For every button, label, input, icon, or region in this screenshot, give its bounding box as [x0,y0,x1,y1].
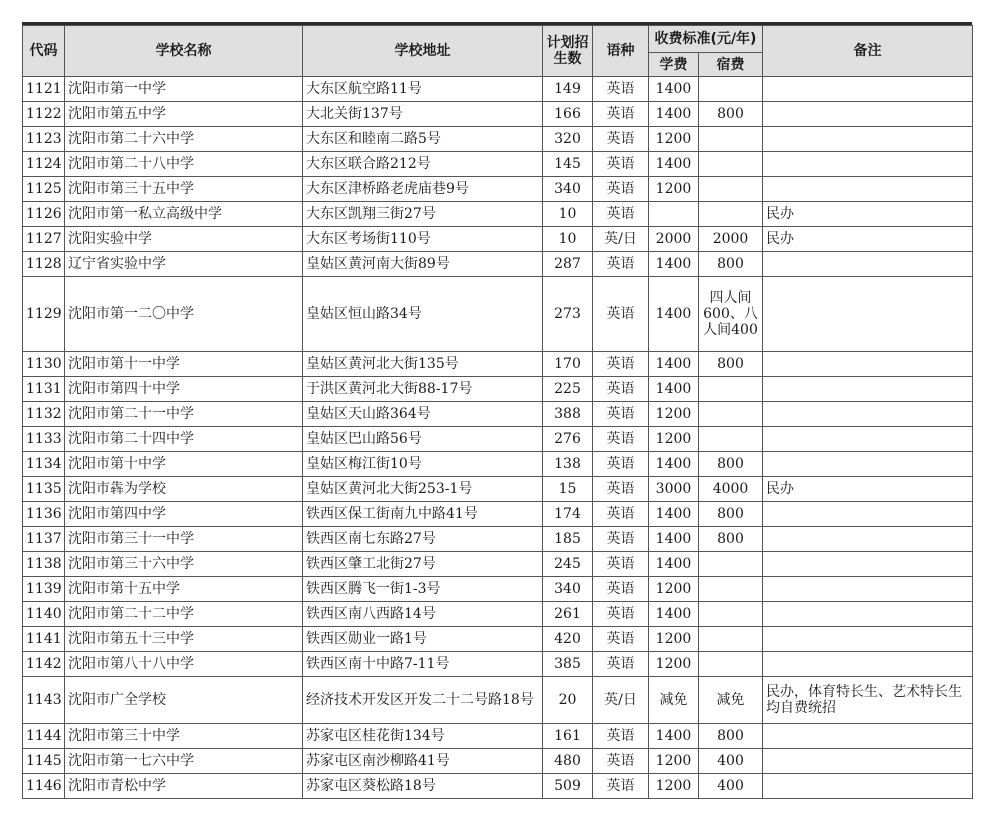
table-row [23,427,973,452]
cell-code: 1143 [23,677,65,724]
header-plan: 计划招生数 [543,26,593,77]
cell-school-name: 沈阳市第一七六中学 [65,749,303,774]
cell-language: 英语 [593,127,649,152]
cell-note [763,377,973,402]
cell-language: 英语 [593,377,649,402]
cell-address: 铁西区南十中路7-11号 [303,652,543,677]
cell-dorm: 减免 [699,677,763,724]
cell-plan: 287 [543,252,593,277]
cell-note [763,502,973,527]
cell-school-name: 沈阳市第二十四中学 [65,427,303,452]
cell-code: 1141 [23,627,65,652]
cell-address: 皇姑区天山路364号 [303,402,543,427]
cell-note [763,452,973,477]
table-row [23,127,973,152]
cell-language: 英语 [593,602,649,627]
cell-dorm: 400 [699,774,763,799]
cell-language: 英语 [593,774,649,799]
cell-note [763,127,973,152]
cell-tuition: 1200 [649,774,699,799]
cell-address: 铁西区南八西路14号 [303,602,543,627]
cell-address: 苏家屯区南沙柳路41号 [303,749,543,774]
cell-school-name: 沈阳市青松中学 [65,774,303,799]
cell-note [763,527,973,552]
cell-dorm: 2000 [699,227,763,252]
cell-code: 1142 [23,652,65,677]
cell-plan: 174 [543,502,593,527]
cell-note: 民办 [763,227,973,252]
table-row [23,277,973,352]
cell-language: 英语 [593,452,649,477]
cell-code: 1137 [23,527,65,552]
cell-tuition: 1200 [649,402,699,427]
cell-school-name: 沈阳市第五中学 [65,102,303,127]
header-name: 学校名称 [65,26,303,77]
table-row [23,502,973,527]
cell-language: 英语 [593,552,649,577]
cell-address: 大东区津桥路老虎庙巷9号 [303,177,543,202]
cell-language: 英语 [593,77,649,102]
cell-plan: 276 [543,427,593,452]
table-row [23,602,973,627]
table-row [23,252,973,277]
cell-school-name: 沈阳市第十一中学 [65,352,303,377]
table-row [23,677,973,724]
cell-tuition: 1400 [649,602,699,627]
table-row [23,527,973,552]
cell-language: 英语 [593,477,649,502]
cell-school-name: 沈阳市第三十一中学 [65,527,303,552]
cell-note [763,627,973,652]
cell-tuition: 1400 [649,552,699,577]
cell-plan: 10 [543,227,593,252]
cell-school-name: 沈阳市第四中学 [65,502,303,527]
cell-note [763,652,973,677]
table-row [23,477,973,502]
header-language: 语种 [593,26,649,77]
table-row [23,402,973,427]
cell-code: 1122 [23,102,65,127]
cell-dorm [699,577,763,602]
cell-code: 1144 [23,724,65,749]
cell-language: 英语 [593,427,649,452]
cell-note [763,77,973,102]
cell-address: 大北关街137号 [303,102,543,127]
table-row [23,724,973,749]
cell-address: 皇姑区黄河北大街135号 [303,352,543,377]
cell-note [763,252,973,277]
cell-code: 1129 [23,277,65,352]
cell-note: 民办 [763,202,973,227]
cell-address: 铁西区腾飞一街1-3号 [303,577,543,602]
table-row [23,177,973,202]
cell-tuition: 1400 [649,77,699,102]
cell-tuition: 1400 [649,252,699,277]
cell-code: 1139 [23,577,65,602]
cell-school-name: 沈阳市第一二〇中学 [65,277,303,352]
cell-dorm [699,377,763,402]
cell-code: 1124 [23,152,65,177]
header-fee-group: 收费标准(元/年) [649,26,763,53]
cell-dorm: 800 [699,502,763,527]
cell-code: 1126 [23,202,65,227]
cell-school-name: 辽宁省实验中学 [65,252,303,277]
cell-code: 1134 [23,452,65,477]
header-note: 备注 [763,26,973,77]
cell-tuition: 1400 [649,502,699,527]
table-row [23,202,973,227]
cell-code: 1125 [23,177,65,202]
cell-language: 英语 [593,749,649,774]
cell-plan: 170 [543,352,593,377]
cell-dorm [699,177,763,202]
cell-dorm [699,402,763,427]
cell-plan: 15 [543,477,593,502]
cell-note [763,774,973,799]
table-body [23,77,973,799]
cell-language: 英语 [593,724,649,749]
cell-school-name: 沈阳市第三十六中学 [65,552,303,577]
cell-plan: 261 [543,602,593,627]
cell-address: 大东区凯翔三街27号 [303,202,543,227]
cell-school-name: 沈阳市第二十六中学 [65,127,303,152]
cell-tuition: 1400 [649,102,699,127]
cell-address: 铁西区保工街南九中路41号 [303,502,543,527]
cell-address: 皇姑区巴山路56号 [303,427,543,452]
header-code: 代码 [23,26,65,77]
cell-language: 英/日 [593,227,649,252]
cell-note [763,602,973,627]
header-address: 学校地址 [303,26,543,77]
cell-plan: 145 [543,152,593,177]
cell-school-name: 沈阳市第十中学 [65,452,303,477]
table-row [23,102,973,127]
cell-plan: 20 [543,677,593,724]
cell-language: 英语 [593,252,649,277]
cell-address: 于洪区黄河北大街88-17号 [303,377,543,402]
header-dorm: 宿费 [699,53,763,77]
cell-code: 1146 [23,774,65,799]
cell-address: 皇姑区梅江街10号 [303,452,543,477]
cell-note [763,749,973,774]
admissions-table [22,25,973,799]
cell-plan: 138 [543,452,593,477]
cell-plan: 166 [543,102,593,127]
cell-address: 经济技术开发区开发二十二号路18号 [303,677,543,724]
cell-plan: 149 [543,77,593,102]
cell-tuition: 1200 [649,177,699,202]
cell-note [763,102,973,127]
cell-tuition: 1200 [649,627,699,652]
cell-plan: 480 [543,749,593,774]
cell-school-name: 沈阳市第一私立高级中学 [65,202,303,227]
cell-dorm [699,127,763,152]
cell-note [763,352,973,377]
cell-tuition: 1200 [649,427,699,452]
header-tuition: 学费 [649,53,699,77]
cell-school-name: 沈阳市第五十三中学 [65,627,303,652]
cell-school-name: 沈阳市广全学校 [65,677,303,724]
cell-language: 英语 [593,277,649,352]
cell-tuition: 1200 [649,749,699,774]
cell-school-name: 沈阳市第十五中学 [65,577,303,602]
cell-note [763,577,973,602]
cell-tuition: 1400 [649,724,699,749]
cell-plan: 161 [543,724,593,749]
cell-dorm [699,652,763,677]
cell-dorm: 800 [699,527,763,552]
table-row [23,627,973,652]
cell-tuition: 1400 [649,277,699,352]
cell-dorm [699,152,763,177]
cell-school-name: 沈阳市第三十五中学 [65,177,303,202]
cell-code: 1130 [23,352,65,377]
cell-language: 英语 [593,102,649,127]
cell-school-name: 沈阳市第三十中学 [65,724,303,749]
cell-tuition: 1400 [649,377,699,402]
table-row [23,152,973,177]
cell-code: 1135 [23,477,65,502]
cell-address: 皇姑区恒山路34号 [303,277,543,352]
cell-dorm [699,627,763,652]
cell-plan: 340 [543,577,593,602]
cell-tuition: 1200 [649,127,699,152]
cell-plan: 385 [543,652,593,677]
table-row [23,774,973,799]
cell-code: 1121 [23,77,65,102]
cell-tuition: 减免 [649,677,699,724]
cell-note [763,277,973,352]
cell-tuition: 1200 [649,652,699,677]
table-row [23,552,973,577]
cell-address: 大东区考场街110号 [303,227,543,252]
cell-tuition: 3000 [649,477,699,502]
cell-tuition: 1400 [649,352,699,377]
cell-note [763,152,973,177]
cell-code: 1138 [23,552,65,577]
table-row [23,227,973,252]
cell-note [763,552,973,577]
cell-address: 铁西区勋业一路1号 [303,627,543,652]
cell-address: 苏家屯区葵松路18号 [303,774,543,799]
cell-school-name: 沈阳市第二十一中学 [65,402,303,427]
cell-tuition: 1200 [649,577,699,602]
table-row [23,77,973,102]
cell-plan: 420 [543,627,593,652]
cell-dorm: 800 [699,252,763,277]
cell-language: 英语 [593,577,649,602]
cell-code: 1128 [23,252,65,277]
cell-code: 1123 [23,127,65,152]
table-row [23,749,973,774]
cell-note: 民办，体育特长生、艺术特长生均自费统招 [763,677,973,724]
cell-plan: 10 [543,202,593,227]
cell-address: 苏家屯区桂花街134号 [303,724,543,749]
cell-code: 1133 [23,427,65,452]
cell-language: 英语 [593,202,649,227]
cell-language: 英语 [593,502,649,527]
cell-plan: 185 [543,527,593,552]
cell-plan: 320 [543,127,593,152]
cell-language: 英/日 [593,677,649,724]
cell-note [763,427,973,452]
cell-dorm: 800 [699,102,763,127]
cell-address: 皇姑区黄河南大街89号 [303,252,543,277]
cell-dorm: 4000 [699,477,763,502]
cell-plan: 225 [543,377,593,402]
cell-school-name: 沈阳市第二十二中学 [65,602,303,627]
cell-address: 大东区和睦南二路5号 [303,127,543,152]
cell-dorm [699,552,763,577]
cell-dorm: 800 [699,724,763,749]
cell-plan: 388 [543,402,593,427]
cell-dorm [699,77,763,102]
cell-address: 铁西区肇工北街27号 [303,552,543,577]
cell-language: 英语 [593,402,649,427]
table-row [23,652,973,677]
cell-code: 1140 [23,602,65,627]
cell-note [763,402,973,427]
cell-language: 英语 [593,177,649,202]
table-header [23,26,973,77]
cell-dorm: 四人间600、八人间400 [699,277,763,352]
cell-school-name: 沈阳市第一中学 [65,77,303,102]
cell-address: 大东区联合路212号 [303,152,543,177]
table-row [23,452,973,477]
cell-plan: 273 [543,277,593,352]
table-row [23,377,973,402]
cell-dorm [699,202,763,227]
cell-address: 大东区航空路11号 [303,77,543,102]
cell-note: 民办 [763,477,973,502]
cell-address: 铁西区南七东路27号 [303,527,543,552]
cell-dorm [699,602,763,627]
cell-plan: 340 [543,177,593,202]
cell-language: 英语 [593,627,649,652]
table-row [23,577,973,602]
cell-code: 1136 [23,502,65,527]
cell-dorm: 800 [699,352,763,377]
cell-school-name: 沈阳市犇为学校 [65,477,303,502]
cell-note [763,724,973,749]
cell-school-name: 沈阳市第二十八中学 [65,152,303,177]
cell-code: 1145 [23,749,65,774]
cell-tuition: 1400 [649,452,699,477]
cell-dorm [699,427,763,452]
cell-tuition: 1400 [649,527,699,552]
cell-dorm: 800 [699,452,763,477]
cell-dorm: 400 [699,749,763,774]
cell-tuition [649,202,699,227]
table-row [23,352,973,377]
cell-language: 英语 [593,527,649,552]
cell-school-name: 沈阳实验中学 [65,227,303,252]
cell-code: 1131 [23,377,65,402]
cell-school-name: 沈阳市第四十中学 [65,377,303,402]
cell-code: 1127 [23,227,65,252]
cell-school-name: 沈阳市第八十八中学 [65,652,303,677]
cell-language: 英语 [593,652,649,677]
cell-code: 1132 [23,402,65,427]
cell-plan: 509 [543,774,593,799]
cell-plan: 245 [543,552,593,577]
cell-language: 英语 [593,152,649,177]
cell-address: 皇姑区黄河北大街253-1号 [303,477,543,502]
cell-language: 英语 [593,352,649,377]
cell-note [763,177,973,202]
cell-tuition: 2000 [649,227,699,252]
cell-tuition: 1400 [649,152,699,177]
